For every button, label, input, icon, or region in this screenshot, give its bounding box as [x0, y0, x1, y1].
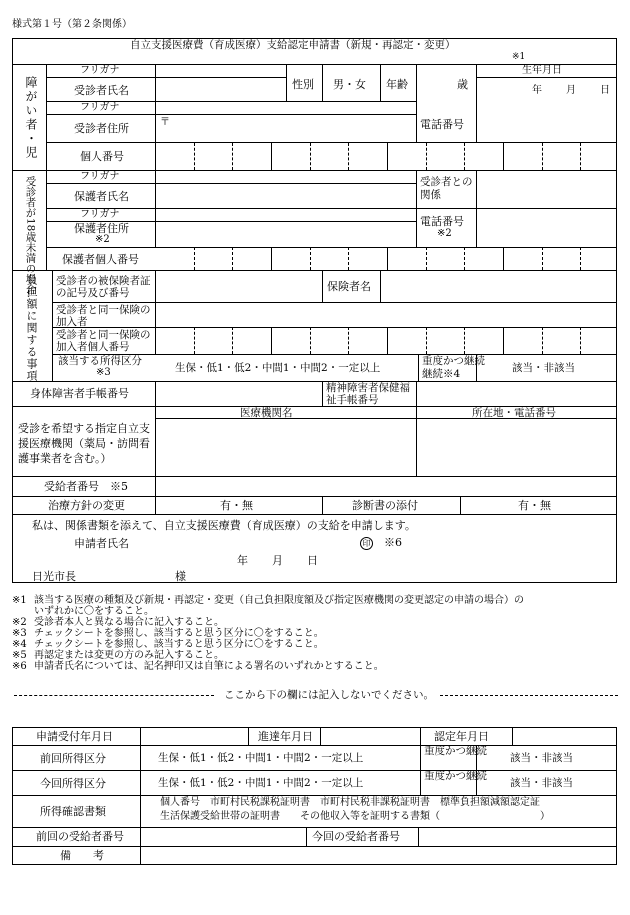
guardian-address-furigana-label: フリガナ	[80, 209, 120, 220]
guardian-personal-number-label: 保護者個人番号	[62, 253, 139, 266]
date-month: 月	[272, 554, 283, 567]
docs-label: 所得確認書類	[40, 805, 106, 818]
guardian-name-label: 保護者氏名	[74, 190, 129, 203]
prev-severe-label: 重度かつ継続	[424, 745, 487, 757]
cutline-text: ここから下の欄には記入しないでください。	[224, 689, 434, 701]
guardian-relation-label: 受診者との関係	[420, 176, 473, 202]
insured-id-label: 受診者の被保険者証の記号及び番号	[56, 275, 151, 300]
note-item	[12, 628, 622, 639]
note-item	[12, 606, 622, 617]
approved-label: 認定年月日	[434, 730, 489, 743]
curr-income-options: 生保・低1・低2・中間1・中間2・一定以上	[158, 777, 364, 789]
guardian-address-note: ※2	[95, 234, 110, 245]
personal-number-field[interactable]	[156, 143, 616, 170]
remarks-label: 備 考	[60, 849, 104, 862]
guardian-address-label: 保護者住所	[74, 222, 129, 235]
mayor-label: 日光市長	[32, 570, 76, 583]
age-unit: 歳	[457, 78, 468, 91]
declaration-text: 私は、関係書類を添えて、自立支援医療費（育成医療）の支給を申請します。	[32, 519, 416, 532]
guardian-address-field[interactable]	[156, 222, 415, 246]
sent-label: 進達年月日	[258, 730, 313, 743]
note-text: 再認定または変更の方のみ記入すること。	[34, 650, 224, 661]
docs-line-1: 個人番号 市町村民税課税証明書 市町村民税非課税証明書 標準負担額減額認定証	[160, 797, 540, 808]
personal-number-label: 個人番号	[80, 150, 124, 163]
guardian-furigana-label: フリガナ	[80, 171, 120, 182]
prev-recipient-label: 前回の受給者番号	[36, 830, 124, 843]
income-options[interactable]: 生保・低1・低2・中間1・中間2・一定以上	[175, 362, 381, 374]
burden-section-label: 負担額に関する事項	[25, 274, 38, 382]
notes-list	[12, 595, 622, 672]
guardian-phone-field[interactable]	[477, 209, 616, 246]
note-mark: ※1	[12, 595, 27, 606]
patient-section-label: 障がい者・児	[24, 76, 38, 160]
prev-income-label: 前回所得区分	[40, 752, 106, 765]
curr-recipient-label: 今回の受給者番号	[312, 830, 400, 843]
applicant-label: 申請者氏名	[74, 537, 129, 550]
note-text: チェックシートを参照し、該当すると思う区分に〇をすること。	[34, 639, 324, 650]
date-day: 日	[307, 554, 318, 567]
form-number: 様式第１号（第２条関係）	[12, 19, 132, 30]
institution-address-field[interactable]	[417, 419, 616, 475]
gender-label: 性別	[292, 78, 314, 91]
recipient-number-label: 受給者番号 ※5	[44, 480, 128, 493]
severe-label: 重度かつ継続	[422, 355, 485, 367]
institution-label: 受診を希望する指定自立支援医療機関（薬局・訪問看護事業者を含む。）	[18, 422, 150, 465]
note-text: チェックシートを参照し、該当すると思う区分に〇をすること。	[34, 628, 324, 639]
income-note: ※3	[96, 367, 111, 378]
applicant-name-field[interactable]	[160, 535, 350, 551]
insured-id-field[interactable]	[156, 271, 321, 301]
guardian-name-field[interactable]	[156, 184, 415, 207]
form-title: 自立支援医療費（育成医療）支給認定申請書（新規・再認定・変更）	[130, 39, 456, 51]
same-insurance-field[interactable]	[156, 303, 616, 326]
note-item	[12, 661, 622, 672]
patient-address-label: 受診者住所	[74, 122, 129, 135]
insurer-field[interactable]	[381, 271, 616, 301]
note-text: いずれかに〇をすること。	[34, 606, 154, 617]
dob-day: 日	[600, 85, 610, 96]
same-insurance-label: 受診者と同一保険の加入者	[56, 304, 151, 329]
note-mark-1: ※1	[512, 52, 526, 62]
patient-phone-label: 電話番号	[420, 118, 464, 131]
guardian-relation-field[interactable]	[477, 171, 616, 207]
physical-handbook-label: 身体障害者手帳番号	[30, 387, 129, 400]
same-insurance-number-label: 受診者と同一保険の加入者個人番号	[56, 329, 151, 354]
severe-note: 継続※4	[422, 368, 461, 380]
note-mark: ※4	[12, 639, 27, 650]
note-text: 該当する医療の種類及び新規・再認定・変更（自己負担限度額及び指定医療機関の変更認定の申請の場合）の	[34, 595, 524, 606]
note-text: 申請者氏名については、記名押印又は自筆による署名のいずれかとすること。	[34, 661, 384, 672]
docs-line-2: 生活保護受給世帯の証明書 その他収入等を証明する書類（ ）	[160, 811, 550, 822]
dob-year: 年	[532, 85, 542, 96]
patient-furigana-label: フリガナ	[80, 65, 120, 76]
institution-name-header: 医療機関名	[240, 407, 293, 419]
note-mark: ※3	[12, 628, 27, 639]
mayor-sama: 様	[175, 570, 186, 583]
date-year: 年	[237, 554, 248, 567]
note-mark: ※5	[12, 650, 27, 661]
curr-severe-label: 重度かつ継続	[424, 770, 487, 782]
guardian-section-label: 受診者が18歳未満の場合	[24, 176, 37, 295]
gender-options[interactable]: 男・女	[333, 78, 366, 91]
patient-phone-field[interactable]	[477, 102, 616, 141]
severe-options[interactable]: 該当・非該当	[512, 362, 575, 374]
note-item	[12, 639, 622, 650]
physical-handbook-field[interactable]	[156, 382, 321, 405]
note-item	[12, 650, 622, 661]
age-label: 年齢	[386, 78, 408, 91]
institution-address-header: 所在地・電話番号	[472, 407, 556, 419]
office-use-table	[12, 727, 617, 865]
diagnosis-options[interactable]: 有・無	[518, 499, 551, 512]
patient-name-label: 受診者氏名	[74, 84, 129, 97]
same-insurance-number-field[interactable]	[156, 328, 616, 353]
note-item	[12, 595, 622, 606]
income-label: 該当する所得区分	[58, 355, 142, 367]
mental-handbook-label: 精神障害者保健福祉手帳番号	[326, 382, 410, 407]
note-mark: ※6	[12, 661, 27, 672]
seal-mark: 印 ※6	[360, 537, 402, 550]
guardian-phone-label: 電話番号	[420, 215, 464, 228]
diagnosis-label: 診断書の添付	[352, 499, 418, 512]
mental-handbook-field[interactable]	[417, 382, 616, 405]
guardian-phone-note: ※2	[437, 228, 452, 239]
patient-address-field[interactable]	[156, 115, 415, 141]
prev-income-options: 生保・低1・低2・中間1・中間2・一定以上	[158, 752, 364, 764]
seal-icon: 印	[360, 537, 373, 550]
treatment-change-label: 治療方針の変更	[48, 499, 125, 512]
received-label: 申請受付年月日	[36, 730, 113, 743]
curr-severe-options: 該当・非該当	[510, 777, 573, 789]
dob-month: 月	[566, 85, 576, 96]
treatment-change-options[interactable]: 有・無	[220, 499, 253, 512]
patient-name-field[interactable]	[156, 78, 285, 100]
dob-label: 生年月日	[522, 65, 562, 76]
insurer-label: 保険者名	[327, 280, 371, 293]
patient-address-furigana-label: フリガナ	[80, 102, 120, 113]
prev-severe-options: 該当・非該当	[510, 752, 573, 764]
guardian-personal-number-field[interactable]	[156, 248, 616, 269]
postal-mark: 〒	[160, 117, 170, 128]
institution-name-field[interactable]	[156, 419, 415, 475]
note-mark: ※2	[12, 617, 27, 628]
note-item	[12, 617, 622, 628]
curr-income-label: 今回所得区分	[40, 777, 106, 790]
note-text: 受診者本人と異なる場合に記入すること。	[34, 617, 224, 628]
recipient-number-field[interactable]	[156, 477, 616, 495]
